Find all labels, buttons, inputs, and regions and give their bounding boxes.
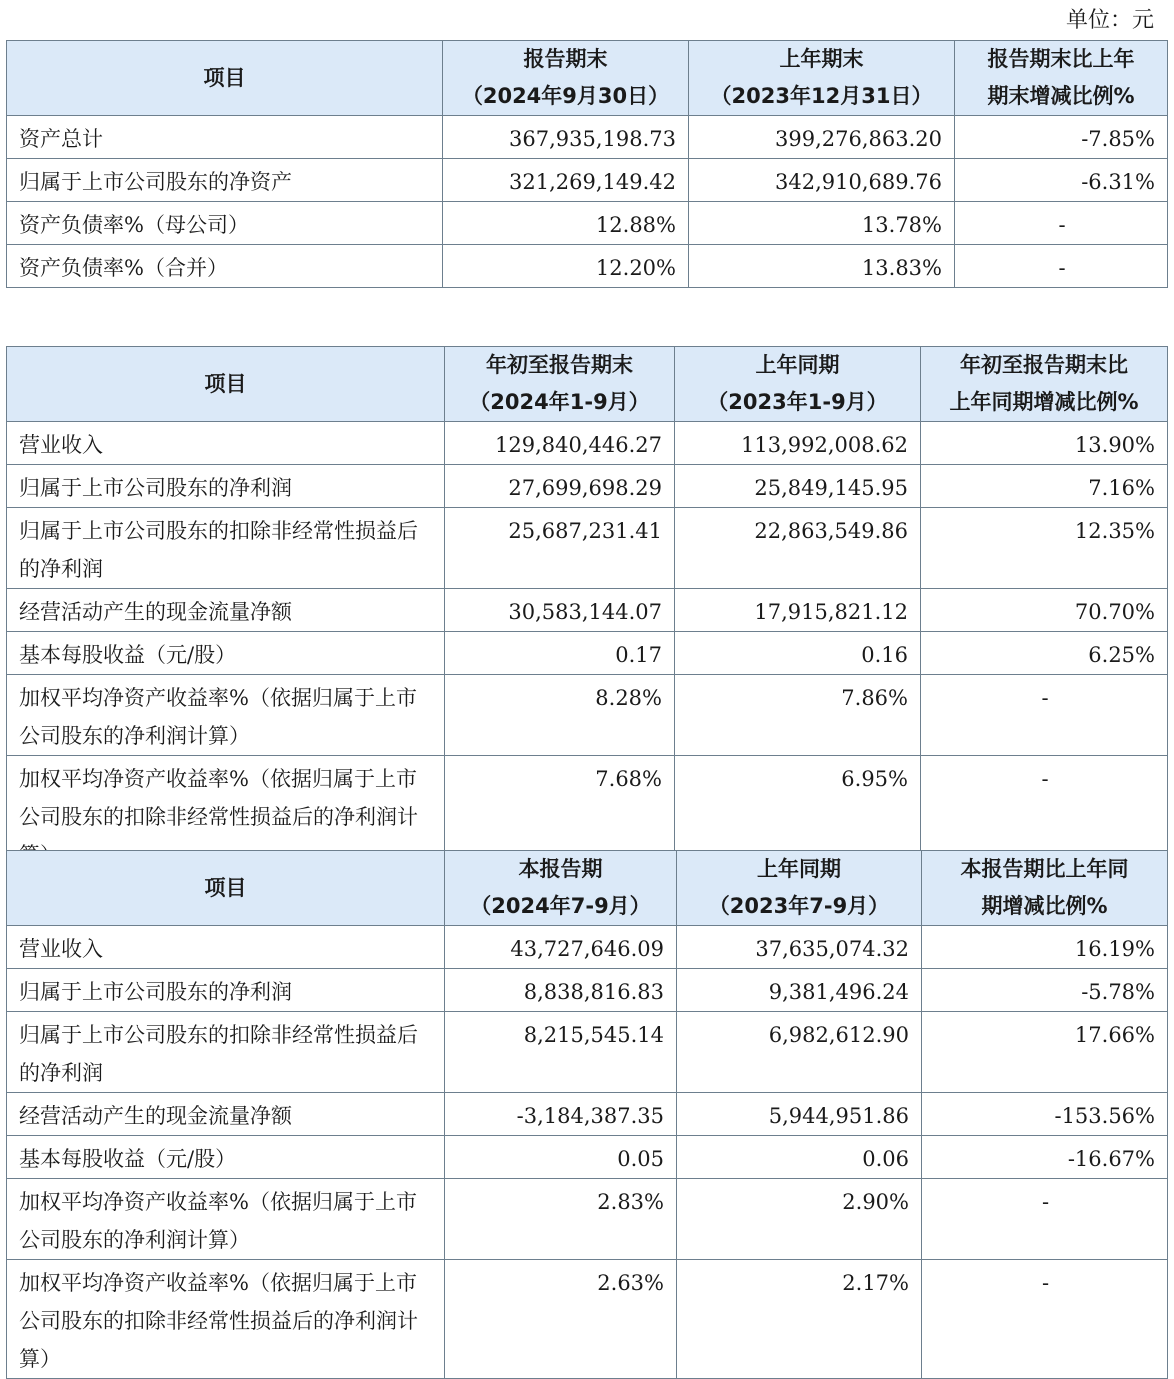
header-cell: 上年同期 （2023年7-9月） xyxy=(677,851,922,926)
table-header-row xyxy=(7,851,1168,926)
table-row xyxy=(7,508,1168,589)
table-body xyxy=(7,116,1168,288)
value-cell: 399,276,863.20 xyxy=(689,116,955,159)
value-cell: -3,184,387.35 xyxy=(445,1093,677,1136)
table-header-row xyxy=(7,41,1168,116)
table-row xyxy=(7,675,1168,756)
value-cell: 7.86% xyxy=(675,675,921,756)
value-cell: 12.20% xyxy=(443,245,689,288)
value-cell: 25,687,231.41 xyxy=(445,508,675,589)
value-cell: 2.90% xyxy=(677,1179,922,1260)
table-row xyxy=(7,202,1168,245)
value-cell: 2.63% xyxy=(445,1260,677,1379)
row-label: 营业收入 xyxy=(7,422,445,465)
change-cell: -7.85% xyxy=(955,116,1168,159)
table-row xyxy=(7,969,1168,1012)
change-cell: 16.19% xyxy=(922,926,1168,969)
table-row xyxy=(7,159,1168,202)
change-cell: - xyxy=(921,675,1168,756)
unit-label: 单位：元 xyxy=(1065,8,1154,33)
row-label: 归属于上市公司股东的净资产 xyxy=(7,159,443,202)
value-cell: 8,215,545.14 xyxy=(445,1012,677,1093)
row-label: 资产负债率%（合并） xyxy=(7,245,443,288)
change-cell: -5.78% xyxy=(922,969,1168,1012)
table-header-row xyxy=(7,347,1168,422)
table-row xyxy=(7,245,1168,288)
change-cell: - xyxy=(921,756,1168,875)
row-label: 资产总计 xyxy=(7,116,443,159)
header-cell: 项目 xyxy=(7,851,445,926)
table-row xyxy=(7,465,1168,508)
value-cell: 6,982,612.90 xyxy=(677,1012,922,1093)
value-cell: 0.05 xyxy=(445,1136,677,1179)
table-row xyxy=(7,422,1168,465)
table-row xyxy=(7,1260,1168,1379)
value-cell: 2.17% xyxy=(677,1260,922,1379)
value-cell: 2.83% xyxy=(445,1179,677,1260)
value-cell: 342,910,689.76 xyxy=(689,159,955,202)
value-cell: 13.78% xyxy=(689,202,955,245)
value-cell: 37,635,074.32 xyxy=(677,926,922,969)
value-cell: 25,849,145.95 xyxy=(675,465,921,508)
row-label: 经营活动产生的现金流量净额 xyxy=(7,589,445,632)
table-row xyxy=(7,1012,1168,1093)
change-cell: - xyxy=(955,245,1168,288)
table-body xyxy=(7,926,1168,1379)
header-cell: 项目 xyxy=(7,41,443,116)
value-cell: 8,838,816.83 xyxy=(445,969,677,1012)
header-cell: 本报告期 （2024年7-9月） xyxy=(445,851,677,926)
change-cell: -16.67% xyxy=(922,1136,1168,1179)
value-cell: 8.28% xyxy=(445,675,675,756)
value-cell: 7.68% xyxy=(445,756,675,875)
table-row xyxy=(7,1179,1168,1260)
row-label: 加权平均净资产收益率%（依据归属于上市公司股东的净利润计算） xyxy=(7,675,445,756)
table-row xyxy=(7,1093,1168,1136)
row-label: 基本每股收益（元/股） xyxy=(7,632,445,675)
ytd-table xyxy=(6,346,1168,875)
quarter-table xyxy=(6,850,1168,1379)
row-label: 归属于上市公司股东的净利润 xyxy=(7,465,445,508)
change-cell: 70.70% xyxy=(921,589,1168,632)
value-cell: 43,727,646.09 xyxy=(445,926,677,969)
value-cell: 6.95% xyxy=(675,756,921,875)
value-cell: 367,935,198.73 xyxy=(443,116,689,159)
table-row xyxy=(7,1136,1168,1179)
balance-table xyxy=(6,40,1168,288)
change-cell: 13.90% xyxy=(921,422,1168,465)
table-row xyxy=(7,589,1168,632)
row-label: 加权平均净资产收益率%（依据归属于上市公司股东的扣除非经常性损益后的净利润计 xyxy=(7,756,445,875)
row-label: 营业收入 xyxy=(7,926,445,969)
value-cell: 0.06 xyxy=(677,1136,922,1179)
change-cell: 17.66% xyxy=(922,1012,1168,1093)
header-cell: 报告期末 （2024年9月30日） xyxy=(443,41,689,116)
value-cell: 9,381,496.24 xyxy=(677,969,922,1012)
table-row xyxy=(7,926,1168,969)
table-body xyxy=(7,422,1168,875)
change-cell: - xyxy=(922,1260,1168,1379)
header-cell: 年初至报告期末比 上年同期增减比例% xyxy=(921,347,1168,422)
header-cell: 上年同期 （2023年1-9月） xyxy=(675,347,921,422)
change-cell: 6.25% xyxy=(921,632,1168,675)
change-cell: - xyxy=(955,202,1168,245)
row-label: 资产负债率%（母公司） xyxy=(7,202,443,245)
row-label: 经营活动产生的现金流量净额 xyxy=(7,1093,445,1136)
header-cell: 上年期末 （2023年12月31日） xyxy=(689,41,955,116)
table-row xyxy=(7,632,1168,675)
row-label: 归属于上市公司股东的净利润 xyxy=(7,969,445,1012)
value-cell: 0.17 xyxy=(445,632,675,675)
header-cell: 本报告期比上年同 期增减比例% xyxy=(922,851,1168,926)
header-cell: 报告期末比上年 期末增减比例% xyxy=(955,41,1168,116)
value-cell: 17,915,821.12 xyxy=(675,589,921,632)
change-cell: 12.35% xyxy=(921,508,1168,589)
change-cell: - xyxy=(922,1179,1168,1260)
table-row xyxy=(7,116,1168,159)
value-cell: 27,699,698.29 xyxy=(445,465,675,508)
value-cell: 321,269,149.42 xyxy=(443,159,689,202)
row-label: 加权平均净资产收益率%（依据归属于上市公司股东的扣除非经常性损益后的净利润计算） xyxy=(7,1260,445,1379)
row-label: 基本每股收益（元/股） xyxy=(7,1136,445,1179)
header-cell: 年初至报告期末 （2024年1-9月） xyxy=(445,347,675,422)
header-cell: 项目 xyxy=(7,347,445,422)
value-cell: 12.88% xyxy=(443,202,689,245)
row-label: 加权平均净资产收益率%（依据归属于上市公司股东的净利润计算） xyxy=(7,1179,445,1260)
row-label: 归属于上市公司股东的扣除非经常性损益后的净利润 xyxy=(7,508,445,589)
value-cell: 22,863,549.86 xyxy=(675,508,921,589)
row-label: 归属于上市公司股东的扣除非经常性损益后的净利润 xyxy=(7,1012,445,1093)
value-cell: 5,944,951.86 xyxy=(677,1093,922,1136)
value-cell: 13.83% xyxy=(689,245,955,288)
value-cell: 0.16 xyxy=(675,632,921,675)
value-cell: 129,840,446.27 xyxy=(445,422,675,465)
value-cell: 30,583,144.07 xyxy=(445,589,675,632)
change-cell: -153.56% xyxy=(922,1093,1168,1136)
value-cell: 113,992,008.62 xyxy=(675,422,921,465)
change-cell: 7.16% xyxy=(921,465,1168,508)
change-cell: -6.31% xyxy=(955,159,1168,202)
